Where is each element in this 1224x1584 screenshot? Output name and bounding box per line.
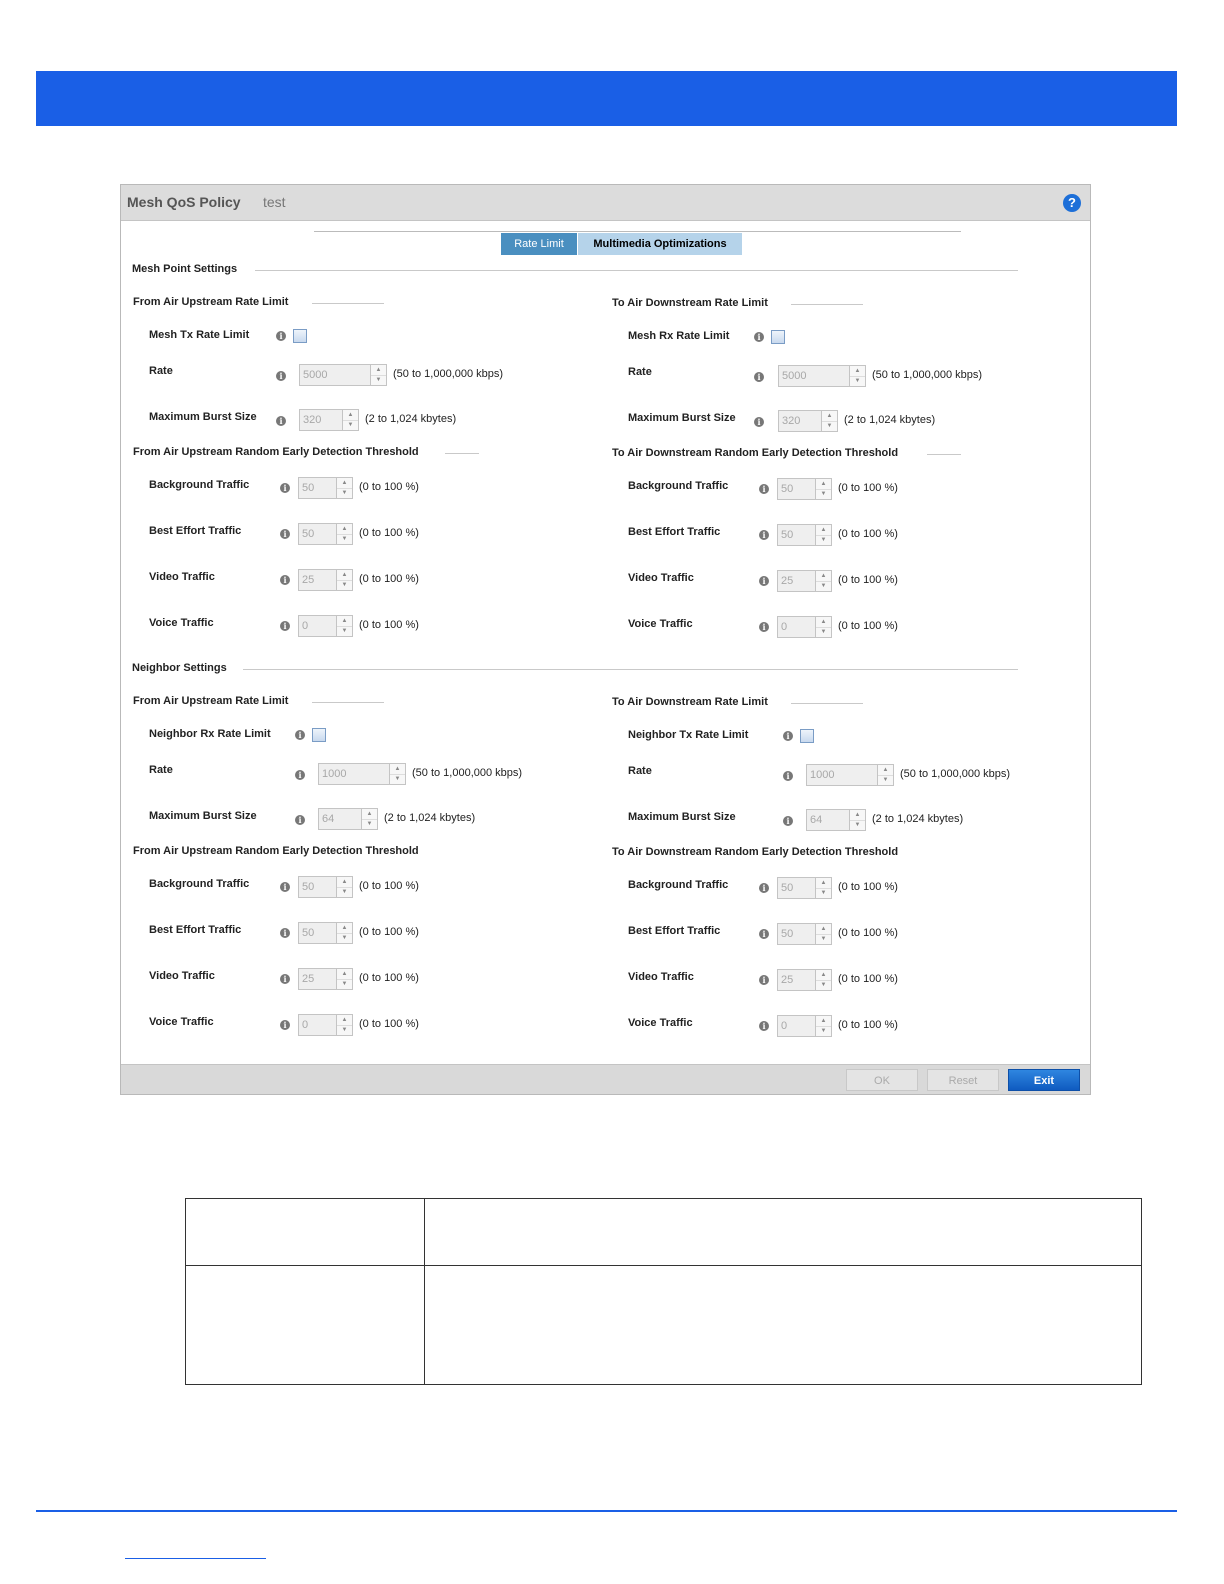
neighbor-upstream-red-row-1 — [298, 922, 353, 944]
info-icon[interactable]: i — [295, 730, 305, 740]
neighbor-upstream-red-row-3 — [298, 1014, 353, 1036]
dialog-header — [121, 185, 1090, 221]
mesh-upstream-red-row-2 — [298, 569, 353, 591]
info-icon[interactable]: i — [280, 928, 290, 938]
info-icon[interactable]: i — [754, 372, 764, 382]
footer-link-underline — [125, 1558, 266, 1559]
info-icon[interactable]: i — [759, 975, 769, 985]
info-icon[interactable]: i — [754, 417, 764, 427]
info-icon[interactable]: i — [783, 816, 793, 826]
neighbor-downstream-red-row-3-input[interactable]: 0 — [777, 1015, 816, 1037]
spin-up-icon[interactable]: ▲ — [816, 571, 831, 582]
spin-up-icon[interactable]: ▲ — [362, 809, 377, 820]
neighbor-upstream-rate-burst-range: (2 to 1,024 kbytes) — [384, 812, 476, 824]
neighbor-upstream-rate-rate-range: (50 to 1,000,000 kbps) — [412, 767, 523, 779]
mesh-upstream-red-row-0-input[interactable]: 50 — [298, 477, 337, 499]
spin-down-icon[interactable]: ▼ — [366, 821, 373, 827]
neighbor-downstream-rate-burst-range: (2 to 1,024 kbytes) — [872, 813, 964, 825]
mesh-downstream-rate-burst-input[interactable]: 320 — [778, 410, 822, 432]
neighbor-upstream-red-row-3-input[interactable]: 0 — [298, 1014, 337, 1036]
mesh-upstream-red-row-0 — [298, 477, 353, 499]
neighbor-downstream-red-row-label: Video Traffic — [628, 971, 694, 983]
spin-down-icon[interactable]: ▼ — [820, 890, 827, 896]
table-cell — [425, 1266, 1142, 1385]
info-icon[interactable]: i — [759, 622, 769, 632]
spin-up-icon[interactable]: ▲ — [816, 878, 831, 889]
mesh-upstream-red-row-1-range: (0 to 100 %) — [359, 527, 419, 539]
mesh-downstream-rate-title: To Air Downstream Rate Limit — [612, 297, 768, 309]
spin-down-icon[interactable]: ▼ — [341, 889, 348, 895]
neighbor-downstream-rate-burst-input[interactable]: 64 — [806, 809, 850, 831]
neighbor-upstream-rate-enable-checkbox[interactable] — [312, 728, 326, 742]
spin-down-icon[interactable]: ▼ — [394, 776, 401, 782]
neighbor-upstream-red-row-0-buttons — [336, 876, 353, 898]
mesh-upstream-red-title-line — [445, 453, 479, 454]
neighbor-downstream-red-row-2-range: (0 to 100 %) — [838, 973, 898, 985]
spin-down-icon[interactable]: ▼ — [820, 583, 827, 589]
info-icon[interactable]: i — [783, 771, 793, 781]
spin-up-icon[interactable]: ▲ — [816, 924, 831, 935]
info-icon[interactable]: i — [280, 575, 290, 585]
neighbor-upstream-red-title: From Air Upstream Random Early Detection Threshold — [133, 845, 419, 857]
spin-up-icon[interactable]: ▲ — [337, 969, 352, 980]
info-icon[interactable]: i — [280, 1020, 290, 1030]
mesh-upstream-rate-burst-input[interactable]: 320 — [299, 409, 343, 431]
mesh-upstream-rate-burst — [299, 409, 359, 431]
info-icon[interactable]: i — [280, 974, 290, 984]
neighbor-settings-title: Neighbor Settings — [132, 662, 227, 674]
document-header-banner — [36, 71, 1177, 126]
spin-down-icon[interactable]: ▼ — [341, 582, 348, 588]
neighbor-downstream-red-row-0 — [777, 877, 832, 899]
spin-up-icon[interactable]: ▲ — [337, 616, 352, 627]
mesh-upstream-red-row-3-input[interactable]: 0 — [298, 615, 337, 637]
spin-down-icon[interactable]: ▼ — [820, 537, 827, 543]
neighbor-upstream-red-row-3-buttons — [336, 1014, 353, 1036]
table-cell — [186, 1266, 425, 1385]
mesh-upstream-red-row-1 — [298, 523, 353, 545]
exit-button[interactable]: Exit — [1008, 1069, 1080, 1091]
spin-up-icon[interactable]: ▲ — [822, 411, 837, 422]
info-icon[interactable]: i — [783, 731, 793, 741]
info-icon[interactable]: i — [280, 621, 290, 631]
neighbor-settings-title-line — [243, 669, 1018, 670]
mesh-downstream-red-row-2-input[interactable]: 25 — [777, 570, 816, 592]
spin-up-icon[interactable]: ▲ — [343, 410, 358, 421]
mesh-downstream-rate-rate-label: Rate — [628, 366, 652, 378]
neighbor-upstream-red-row-label: Best Effort Traffic — [149, 924, 242, 936]
info-icon[interactable]: i — [759, 1021, 769, 1031]
info-icon[interactable]: i — [759, 883, 769, 893]
table-cell — [186, 1199, 425, 1266]
spin-down-icon[interactable]: ▼ — [341, 490, 348, 496]
spin-up-icon[interactable]: ▲ — [816, 970, 831, 981]
mesh-downstream-red-row-3-input[interactable]: 0 — [777, 616, 816, 638]
neighbor-upstream-red-row-0-range: (0 to 100 %) — [359, 880, 419, 892]
neighbor-upstream-red-row-label: Background Traffic — [149, 878, 250, 890]
page-footer-rule — [36, 1510, 1177, 1512]
mesh-qos-policy-dialog — [120, 184, 1091, 1095]
description-table — [185, 1198, 1142, 1385]
neighbor-upstream-rate-rate-label: Rate — [149, 764, 173, 776]
mesh-downstream-rate-burst-range: (2 to 1,024 kbytes) — [844, 414, 936, 426]
mesh-upstream-red-row-2-range: (0 to 100 %) — [359, 573, 419, 585]
info-icon[interactable]: i — [754, 332, 764, 342]
neighbor-downstream-red-row-label: Best Effort Traffic — [628, 925, 721, 937]
mesh-downstream-red-row-3 — [777, 616, 832, 638]
info-icon[interactable]: i — [759, 576, 769, 586]
info-icon[interactable]: i — [759, 484, 769, 494]
spin-up-icon[interactable]: ▲ — [337, 923, 352, 934]
mesh-downstream-red-row-label: Best Effort Traffic — [628, 526, 721, 538]
mesh-downstream-red-row-label: Voice Traffic — [628, 618, 693, 630]
neighbor-downstream-rate-enable-label: Neighbor Tx Rate Limit — [628, 729, 749, 741]
info-icon[interactable]: i — [295, 770, 305, 780]
mesh-upstream-rate-title-line — [312, 303, 384, 304]
mesh-upstream-rate-rate-input[interactable]: 5000 — [299, 364, 371, 386]
spin-down-icon[interactable]: ▼ — [820, 982, 827, 988]
mesh-downstream-red-row-3-buttons — [815, 616, 832, 638]
neighbor-upstream-red-row-2 — [298, 968, 353, 990]
spin-up-icon[interactable]: ▲ — [878, 765, 893, 776]
info-icon[interactable]: i — [295, 815, 305, 825]
neighbor-upstream-red-row-3-range: (0 to 100 %) — [359, 1018, 419, 1030]
neighbor-upstream-rate-rate-input[interactable]: 1000 — [318, 763, 390, 785]
info-icon[interactable]: i — [276, 331, 286, 341]
neighbor-upstream-red-row-1-buttons — [336, 922, 353, 944]
policy-name: test — [263, 194, 286, 210]
info-icon[interactable]: i — [276, 371, 286, 381]
mesh-downstream-rate-rate-input[interactable]: 5000 — [778, 365, 850, 387]
neighbor-downstream-red-row-3-buttons — [815, 1015, 832, 1037]
mesh-upstream-rate-title: From Air Upstream Rate Limit — [133, 296, 289, 308]
mesh-point-settings-title: Mesh Point Settings — [132, 263, 238, 275]
neighbor-downstream-red-row-0-input[interactable]: 50 — [777, 877, 816, 899]
neighbor-downstream-rate-burst — [806, 809, 866, 831]
neighbor-downstream-red-row-0-range: (0 to 100 %) — [838, 881, 898, 893]
mesh-upstream-rate-enable-label: Mesh Tx Rate Limit — [149, 329, 250, 341]
info-icon[interactable]: i — [276, 416, 286, 426]
help-icon[interactable]: ? — [1063, 194, 1081, 212]
spin-up-icon[interactable]: ▲ — [816, 525, 831, 536]
mesh-upstream-red-title: From Air Upstream Random Early Detection Threshold — [133, 446, 419, 458]
mesh-upstream-red-row-1-buttons — [336, 523, 353, 545]
spin-up-icon[interactable]: ▲ — [390, 764, 405, 775]
mesh-downstream-red-row-2-range: (0 to 100 %) — [838, 574, 898, 586]
info-icon[interactable]: i — [759, 929, 769, 939]
mesh-downstream-rate-enable-checkbox[interactable] — [771, 330, 785, 344]
mesh-downstream-rate-rate-range: (50 to 1,000,000 kbps) — [872, 369, 983, 381]
mesh-downstream-rate-enable-label: Mesh Rx Rate Limit — [628, 330, 730, 342]
neighbor-upstream-red-row-2-buttons — [336, 968, 353, 990]
neighbor-downstream-rate-burst-label: Maximum Burst Size — [628, 811, 736, 823]
mesh-upstream-rate-rate-range: (50 to 1,000,000 kbps) — [393, 368, 504, 380]
neighbor-downstream-rate-rate — [806, 764, 894, 786]
neighbor-upstream-red-row-2-input[interactable]: 25 — [298, 968, 337, 990]
spin-down-icon[interactable]: ▼ — [341, 981, 348, 987]
spin-down-icon[interactable]: ▼ — [820, 491, 827, 497]
neighbor-downstream-red-row-2-input[interactable]: 25 — [777, 969, 816, 991]
spin-down-icon[interactable]: ▼ — [375, 377, 382, 383]
spin-down-icon[interactable]: ▼ — [820, 1028, 827, 1034]
neighbor-upstream-red-row-2-range: (0 to 100 %) — [359, 972, 419, 984]
mesh-downstream-red-row-2 — [777, 570, 832, 592]
dialog-footer — [121, 1064, 1090, 1094]
mesh-downstream-red-title-line — [927, 454, 961, 455]
neighbor-upstream-red-row-0-input[interactable]: 50 — [298, 876, 337, 898]
neighbor-upstream-rate-title: From Air Upstream Rate Limit — [133, 695, 289, 707]
mesh-upstream-red-row-2-input[interactable]: 25 — [298, 569, 337, 591]
neighbor-downstream-red-title: To Air Downstream Random Early Detection Threshold — [612, 846, 899, 858]
spin-up-icon[interactable]: ▲ — [816, 617, 831, 628]
mesh-upstream-red-row-2-buttons — [336, 569, 353, 591]
tab-bar-divider — [314, 231, 961, 232]
tab-multimedia-optimizations[interactable]: Multimedia Optimizations — [578, 233, 742, 255]
neighbor-downstream-red-row-2 — [777, 969, 832, 991]
mesh-downstream-red-row-0-buttons — [815, 478, 832, 500]
spin-up-icon[interactable]: ▲ — [371, 365, 386, 376]
mesh-upstream-rate-rate-buttons — [370, 364, 387, 386]
mesh-upstream-red-row-label: Best Effort Traffic — [149, 525, 242, 537]
table-cell — [425, 1199, 1142, 1266]
spin-up-icon[interactable]: ▲ — [850, 366, 865, 377]
mesh-downstream-rate-rate — [778, 365, 866, 387]
neighbor-downstream-red-row-1 — [777, 923, 832, 945]
mesh-downstream-red-row-1-range: (0 to 100 %) — [838, 528, 898, 540]
dialog-title: Mesh QoS Policy — [127, 194, 241, 210]
neighbor-downstream-rate-burst-buttons — [849, 809, 866, 831]
spin-down-icon[interactable]: ▼ — [347, 422, 354, 428]
tab-rate-limit[interactable]: Rate Limit — [501, 233, 577, 255]
spin-down-icon[interactable]: ▼ — [854, 378, 861, 384]
spin-up-icon[interactable]: ▲ — [816, 479, 831, 490]
mesh-upstream-rate-burst-label: Maximum Burst Size — [149, 411, 257, 423]
mesh-upstream-red-row-label: Background Traffic — [149, 479, 250, 491]
spin-up-icon[interactable]: ▲ — [337, 570, 352, 581]
neighbor-upstream-rate-burst-label: Maximum Burst Size — [149, 810, 257, 822]
neighbor-upstream-rate-enable-label: Neighbor Rx Rate Limit — [149, 728, 271, 740]
neighbor-upstream-red-row-1-input[interactable]: 50 — [298, 922, 337, 944]
ok-button[interactable]: OK — [846, 1069, 918, 1091]
neighbor-upstream-rate-burst-input[interactable]: 64 — [318, 808, 362, 830]
spin-down-icon[interactable]: ▼ — [854, 822, 861, 828]
neighbor-upstream-red-row-0 — [298, 876, 353, 898]
neighbor-upstream-red-row-label: Voice Traffic — [149, 1016, 214, 1028]
mesh-upstream-red-row-0-buttons — [336, 477, 353, 499]
neighbor-downstream-red-row-label: Voice Traffic — [628, 1017, 693, 1029]
mesh-downstream-red-row-2-buttons — [815, 570, 832, 592]
spin-down-icon[interactable]: ▼ — [341, 1027, 348, 1033]
spin-up-icon[interactable]: ▲ — [816, 1016, 831, 1027]
spin-down-icon[interactable]: ▼ — [341, 628, 348, 634]
mesh-upstream-red-row-3-buttons — [336, 615, 353, 637]
neighbor-downstream-red-row-3-range: (0 to 100 %) — [838, 1019, 898, 1031]
neighbor-upstream-red-row-1-range: (0 to 100 %) — [359, 926, 419, 938]
spin-down-icon[interactable]: ▼ — [341, 935, 348, 941]
neighbor-downstream-rate-enable-checkbox[interactable] — [800, 729, 814, 743]
mesh-downstream-red-row-label: Background Traffic — [628, 480, 729, 492]
mesh-upstream-rate-enable-checkbox[interactable] — [293, 329, 307, 343]
mesh-downstream-red-row-0-input[interactable]: 50 — [777, 478, 816, 500]
mesh-downstream-rate-burst-label: Maximum Burst Size — [628, 412, 736, 424]
info-icon[interactable]: i — [280, 529, 290, 539]
spin-down-icon[interactable]: ▼ — [341, 536, 348, 542]
neighbor-upstream-rate-burst-buttons — [361, 808, 378, 830]
mesh-upstream-red-row-3 — [298, 615, 353, 637]
mesh-upstream-red-row-label: Voice Traffic — [149, 617, 214, 629]
neighbor-downstream-rate-rate-label: Rate — [628, 765, 652, 777]
spin-down-icon[interactable]: ▼ — [882, 777, 889, 783]
mesh-downstream-red-row-1-input[interactable]: 50 — [777, 524, 816, 546]
mesh-downstream-red-row-0 — [777, 478, 832, 500]
neighbor-downstream-rate-rate-buttons — [877, 764, 894, 786]
mesh-upstream-rate-burst-buttons — [342, 409, 359, 431]
mesh-point-settings-title-line — [255, 270, 1018, 271]
neighbor-downstream-rate-title: To Air Downstream Rate Limit — [612, 696, 768, 708]
neighbor-downstream-rate-title-line — [791, 703, 863, 704]
spin-up-icon[interactable]: ▲ — [850, 810, 865, 821]
mesh-upstream-rate-burst-range: (2 to 1,024 kbytes) — [365, 413, 457, 425]
neighbor-upstream-rate-burst — [318, 808, 378, 830]
mesh-downstream-red-row-3-range: (0 to 100 %) — [838, 620, 898, 632]
mesh-downstream-rate-title-line — [791, 304, 863, 305]
neighbor-downstream-red-row-1-input[interactable]: 50 — [777, 923, 816, 945]
neighbor-downstream-red-row-3 — [777, 1015, 832, 1037]
reset-button[interactable]: Reset — [927, 1069, 999, 1091]
mesh-upstream-red-row-1-input[interactable]: 50 — [298, 523, 337, 545]
neighbor-upstream-rate-rate — [318, 763, 406, 785]
neighbor-downstream-red-row-1-buttons — [815, 923, 832, 945]
neighbor-upstream-rate-rate-buttons — [389, 763, 406, 785]
spin-down-icon[interactable]: ▼ — [826, 423, 833, 429]
spin-up-icon[interactable]: ▲ — [337, 877, 352, 888]
neighbor-downstream-rate-rate-input[interactable]: 1000 — [806, 764, 878, 786]
info-icon[interactable]: i — [280, 483, 290, 493]
spin-up-icon[interactable]: ▲ — [337, 524, 352, 535]
neighbor-downstream-red-row-0-buttons — [815, 877, 832, 899]
spin-up-icon[interactable]: ▲ — [337, 478, 352, 489]
mesh-upstream-rate-rate-label: Rate — [149, 365, 173, 377]
info-icon[interactable]: i — [759, 530, 769, 540]
mesh-downstream-rate-rate-buttons — [849, 365, 866, 387]
mesh-downstream-red-row-0-range: (0 to 100 %) — [838, 482, 898, 494]
neighbor-downstream-red-row-2-buttons — [815, 969, 832, 991]
neighbor-upstream-red-row-label: Video Traffic — [149, 970, 215, 982]
mesh-downstream-rate-burst — [778, 410, 838, 432]
mesh-downstream-red-row-1 — [777, 524, 832, 546]
mesh-downstream-red-row-label: Video Traffic — [628, 572, 694, 584]
mesh-downstream-red-row-1-buttons — [815, 524, 832, 546]
mesh-upstream-red-row-label: Video Traffic — [149, 571, 215, 583]
neighbor-upstream-rate-title-line — [312, 702, 384, 703]
mesh-downstream-red-title: To Air Downstream Random Early Detection Threshold — [612, 447, 899, 459]
mesh-downstream-rate-burst-buttons — [821, 410, 838, 432]
neighbor-downstream-rate-rate-range: (50 to 1,000,000 kbps) — [900, 768, 1011, 780]
info-icon[interactable]: i — [280, 882, 290, 892]
neighbor-downstream-red-row-label: Background Traffic — [628, 879, 729, 891]
spin-down-icon[interactable]: ▼ — [820, 629, 827, 635]
spin-down-icon[interactable]: ▼ — [820, 936, 827, 942]
mesh-upstream-red-row-3-range: (0 to 100 %) — [359, 619, 419, 631]
neighbor-downstream-red-row-1-range: (0 to 100 %) — [838, 927, 898, 939]
spin-up-icon[interactable]: ▲ — [337, 1015, 352, 1026]
mesh-upstream-rate-rate — [299, 364, 387, 386]
mesh-upstream-red-row-0-range: (0 to 100 %) — [359, 481, 419, 493]
